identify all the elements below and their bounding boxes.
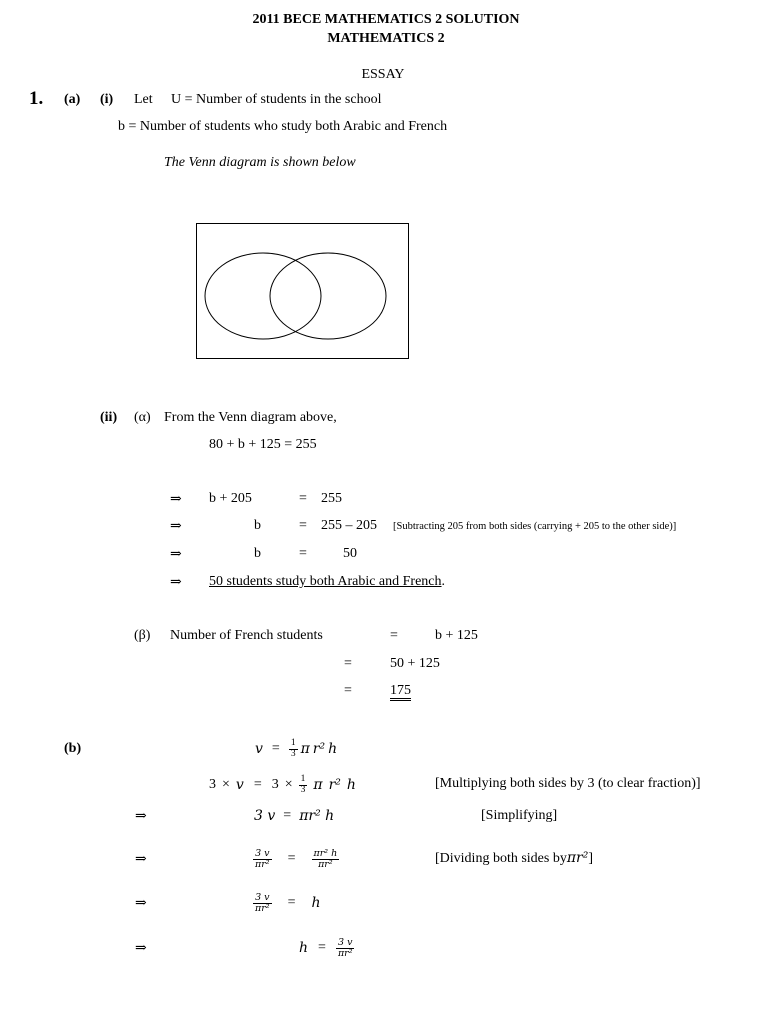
equals-sign: = xyxy=(344,656,352,671)
fraction-3v-over-pir2: $\frac{3 v}{\text{πr²}}$ xyxy=(255,891,270,914)
implies-arrow: ⇒ xyxy=(135,852,147,867)
formula-line-5: $\frac{3 v}{\text{πr²}}$ = h xyxy=(255,891,321,914)
var-v: v xyxy=(255,741,263,757)
beta-label: (β) xyxy=(134,628,151,643)
equation-4-lhs: b xyxy=(254,546,261,561)
equation-4-rhs: 50 xyxy=(343,546,357,561)
sub-i-label: (i) xyxy=(100,92,114,107)
implies-arrow: ⇒ xyxy=(135,809,147,824)
question-number: 1. xyxy=(29,88,44,109)
rhs-expression: $\frac{1}{3}$ π r² h xyxy=(290,737,338,759)
equals-sign: = xyxy=(271,741,280,756)
venn-diagram xyxy=(194,222,412,362)
implies-arrow: ⇒ xyxy=(135,896,147,911)
french-set-circle xyxy=(270,253,386,339)
alpha-label: (α) xyxy=(134,410,151,425)
conclusion-text: 50 students study both Arabic and French xyxy=(209,574,442,589)
beta-answer xyxy=(390,683,411,699)
note-dividing: [Dividing both sides byπr²] xyxy=(435,850,594,866)
equals-sign: = xyxy=(287,851,296,866)
answer-175: 175 xyxy=(390,683,411,701)
fraction-3v-over-pir2: $\frac{3 v}{\text{πr²}}$ xyxy=(255,847,270,870)
universal-set-box xyxy=(197,224,409,359)
equation-3-note: [Subtracting 205 from both sides (carrying + 205 to the other side)] xyxy=(393,521,677,532)
implies-arrow: ⇒ xyxy=(170,519,182,534)
equation-2-lhs: b + 205 xyxy=(209,491,252,506)
venn-caption: The Venn diagram is shown below xyxy=(164,155,356,170)
let-text: Let xyxy=(134,92,153,107)
implies-arrow: ⇒ xyxy=(170,547,182,562)
sub-ii-label: (ii) xyxy=(100,410,118,425)
alpha-intro: From the Venn diagram above, xyxy=(164,410,337,425)
equals-sign: = xyxy=(318,940,326,955)
beta-rhs-1: b + 125 xyxy=(435,628,478,643)
equation-3-rhs: 255 – 205 xyxy=(321,518,377,533)
conclusion-alpha xyxy=(209,574,445,590)
equals-sign: = xyxy=(283,808,292,823)
beta-rhs-2: 50 + 125 xyxy=(390,656,440,671)
formula-line-1 xyxy=(255,737,337,761)
note-multiplying: [Multiplying both sides by 3 (to clear fraction)] xyxy=(435,776,701,791)
formula-line-2: 3 × v = 3 × $\frac{1}{3}$ π r² h xyxy=(209,773,356,795)
equals-sign: = xyxy=(299,546,307,561)
formula-line-6: h = $\frac{3 v}{\text{πr²}}$ xyxy=(299,936,353,959)
equation-3-lhs: b xyxy=(254,518,261,533)
formula-line-4 xyxy=(253,845,339,873)
equals-sign: = xyxy=(253,777,262,792)
fraction-one-third: $\frac{1}{3}$ xyxy=(300,773,306,795)
equals-sign: = xyxy=(299,518,307,533)
note-simplifying: [Simplifying] xyxy=(481,808,558,823)
fraction-one-third: $\frac{1}{3}$ xyxy=(290,737,296,759)
fraction-3v-over-pir2: $\frac{3 v}{\text{πr²}}$ xyxy=(337,936,353,959)
conclusion-period: . xyxy=(441,574,446,589)
implies-arrow: ⇒ xyxy=(135,941,147,956)
fraction-pir2h-over-pir2: $\frac{\text{πr² h}}{\text{πr²}}$ xyxy=(313,847,338,870)
formula-line-3: 3 v = πr² h xyxy=(254,808,335,824)
implies-arrow: ⇒ xyxy=(170,492,182,507)
beta-description: Number of French students xyxy=(170,628,323,643)
arabic-set-circle xyxy=(205,253,321,339)
equals-sign: = xyxy=(299,491,307,506)
page-subtitle: MATHEMATICS 2 xyxy=(327,31,445,46)
section-heading: ESSAY xyxy=(361,67,405,82)
equation-2-rhs: 255 xyxy=(321,491,342,506)
part-b-label: (b) xyxy=(64,741,82,756)
equation-1: 80 + b + 125 = 255 xyxy=(209,437,317,452)
page-title: 2011 BECE MATHEMATICS 2 SOLUTION xyxy=(252,12,520,27)
equals-sign: = xyxy=(390,628,398,643)
b-definition: b = Number of students who study both Arabic and French xyxy=(118,119,448,134)
equals-sign: = xyxy=(287,895,296,910)
equals-sign: = xyxy=(344,683,352,698)
u-definition: U = Number of students in the school xyxy=(171,92,382,107)
part-a-label: (a) xyxy=(64,92,81,107)
implies-arrow: ⇒ xyxy=(170,575,182,590)
